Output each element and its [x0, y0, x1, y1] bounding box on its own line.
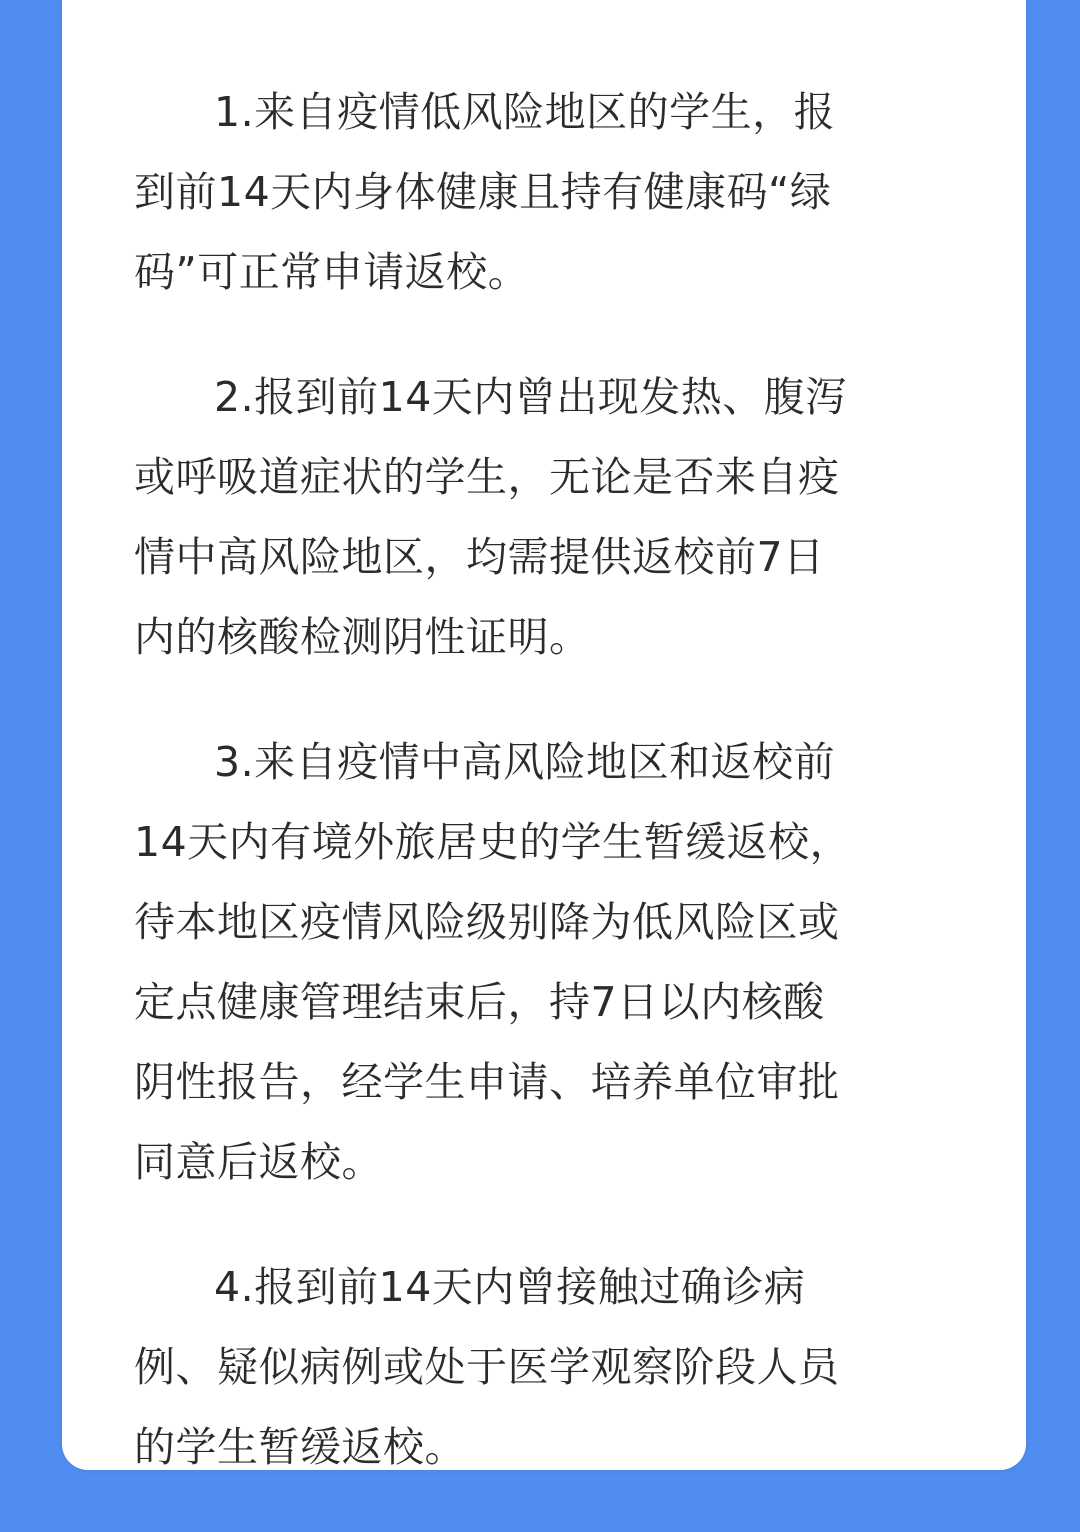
paragraph-line: 4.报到前14天内曾接触过确诊病 [214, 1263, 806, 1311]
paragraph-line: 3.来自疫情中高风险地区和返校前 [214, 738, 836, 786]
paragraph-line: 到前14天内身体健康且持有健康码“绿 [134, 168, 832, 216]
paragraph-line: 的学生暂缓返校。 [134, 1423, 466, 1471]
paragraph-line: 内的核酸检测阴性证明。 [134, 613, 591, 661]
paragraph-4 [134, 1247, 954, 1487]
paragraph-line: 同意后返校。 [134, 1138, 383, 1186]
article-card [62, 0, 1026, 1470]
paragraph-line: 待本地区疫情风险级别降为低风险区或 [134, 898, 840, 946]
paragraph-line: 例、疑似病例或处于医学观察阶段人员 [134, 1343, 840, 1391]
paragraph-line: 阴性报告，经学生申请、培养单位审批 [134, 1058, 840, 1106]
paragraph-line: 码”可正常申请返校。 [134, 248, 530, 296]
paragraph-line: 2.报到前14天内曾出现发热、腹泻 [214, 373, 847, 421]
paragraph-line: 或呼吸道症状的学生，无论是否来自疫 [134, 453, 840, 501]
paragraph-line: 14天内有境外旅居史的学生暂缓返校， [134, 818, 852, 866]
paragraph-line: 定点健康管理结束后，持7日以内核酸 [134, 978, 825, 1026]
paragraph-3 [134, 722, 954, 1202]
paragraph-1 [134, 72, 954, 312]
paragraph-2 [134, 357, 954, 677]
paragraph-line: 1.来自疫情低风险地区的学生，报 [214, 88, 836, 136]
article-content [134, 72, 954, 1532]
paragraph-line: 情中高风险地区，均需提供返校前7日 [134, 533, 825, 581]
